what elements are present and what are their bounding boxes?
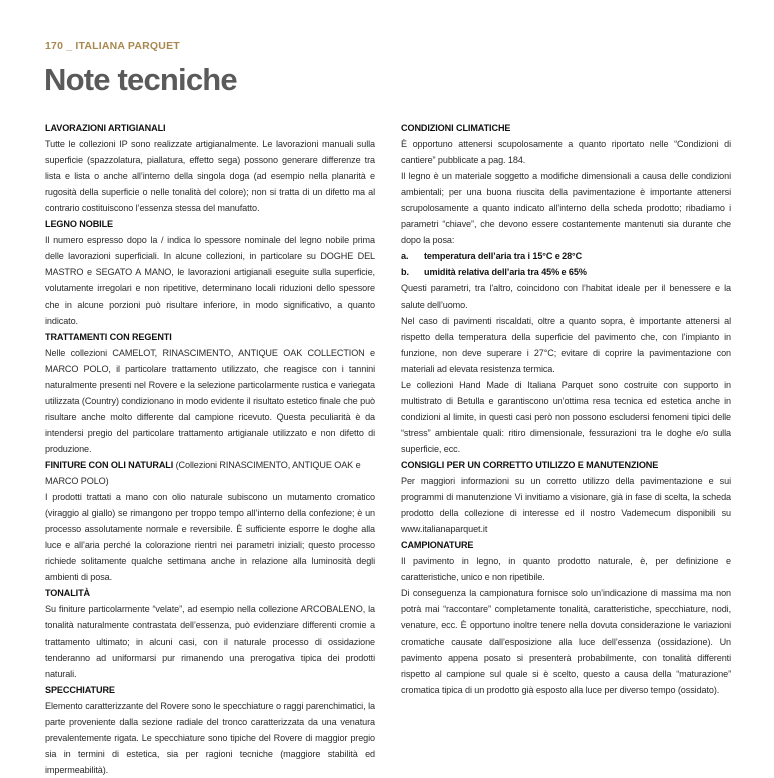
list-text: umidità relativa dell’aria tra 45% e 65% <box>424 267 587 278</box>
list-item-humidity <box>401 264 731 280</box>
section-paragraph: I prodotti trattati a mano con olio naturale subiscono un mutamento cromatico (viraggio al giallo) se rimangono per troppo tempo all’interno della confezione; è un processo assolutamente normale e reversibile. È sufficiente esporre le doghe alla luce e all’aria perché la colorazione rientri nei parametri iniziali; questo processo richiede solitamente qualche settimana anche in relazione alla luminosità degli ambienti di posa. <box>45 492 375 583</box>
section-legno-nobile <box>45 216 375 328</box>
section-title-note: (Collezioni RINASCIMENTO, ANTIQUE OAK e MARCO POLO) <box>45 459 361 487</box>
section-paragraph: Nelle collezioni CAMELOT, RINASCIMENTO, ANTIQUE OAK COLLECTION e MARCO POLO, il particolare trattamento utilizzato, che reagisce con i tannini naturalmente presenti nel Rovere e la selezione particolarmente rustica e variegata utilizzata (Country) condizionano in modo evidente il risultato estetico finale che può risultare anche molto differente dal campione ricevuto. Questa peculiarità è da intendersi pregio del particolare trattamento artigianale utilizzato e non difetto di produzione. <box>45 347 375 454</box>
section-paragraph: Il pavimento in legno, in quanto prodotto naturale, è, per definizione e caratteristiche, unico e non ripetibile. <box>401 556 731 583</box>
section-paragraph: Il legno è un materiale soggetto a modifiche dimensionali a causa delle condizioni ambientali; per una buona riuscita della pavimentazione è importante attenersi scrupolosamente a quanto indicato all’interno della scheda prodotto; ribadiamo i parametri “chiave”, che devono essere costantemente mantenuti sia durante che dopo la posa: <box>401 171 731 246</box>
section-tonalita <box>45 585 375 681</box>
section-finiture-oli-naturali <box>45 457 375 585</box>
section-title: CONDIZIONI CLIMATICHE <box>401 123 511 133</box>
section-paragraph: Il numero espresso dopo la / indica lo spessore nominale del legno nobile prima delle lavorazioni superficiali. In alcune collezioni, in particolare su DOGHE DEL MASTRO e SEGATO A MANO, le lavorazioni artigianali eseguite sulla superficie, volutamente irregolari e non ripetitive, determinano locali riduzioni dello spessore che in alcune porzioni può risultare inferiore, in modo significativo, a quanto indicato. <box>45 235 375 326</box>
section-paragraph: È opportuno attenersi scupolosamente a quanto riportato nelle “Condizioni di cantiere” pubblicate a pag. 184. <box>401 139 731 166</box>
section-paragraph: Elemento caratterizzante del Rovere sono le specchiature o raggi parenchimatici, la parte proveniente dalla sezione radiale del tronco caratterizzata da una venatura prevalentemente rigata. Le specchiature sono tipiche del Rovere di maggior pregio sia in termini di estetica, sia per ragioni tecniche (maggiore stabilità ed impermeabilità). <box>45 700 375 775</box>
section-title: TONALITÀ <box>45 588 91 599</box>
section-paragraph: Per maggiori informazioni su un corretto utilizzo della pavimentazione e sui programmi di manutenzione Vi invitiamo a visionare, già in fase di scelta, la scheda prodotto della collezione di interesse ed il nostro Vademecum disponibili su www.italianaparquet.it <box>401 476 731 535</box>
section-title: CONSIGLI PER UN CORRETTO UTILIZZO E MANUTENZIONE <box>401 459 659 470</box>
page-header: 170 _ ITALIANA PARQUET <box>45 40 180 52</box>
section-paragraph: Nel caso di pavimenti riscaldati, oltre a quanto sopra, è importante attenersi al rispetto della temperatura della superficie del pavimento che, con l’impianto in funzione, non deve superare i 27°C; evitare di coprire la pavimentazione con materiali ad elevata resistenza termica. <box>401 315 731 374</box>
section-title: TRATTAMENTI CON REGENTI <box>45 331 172 342</box>
list-letter: a. <box>401 251 409 262</box>
section-paragraph: Questi parametri, tra l’altro, coincidono con l’habitat ideale per il benessere e la salute dell’uomo. <box>401 283 731 310</box>
section-specchiature <box>45 682 375 778</box>
section-campionature <box>401 537 731 697</box>
section-paragraph: Le collezioni Hand Made di Italiana Parquet sono costruite con supporto in multistrato di Betulla e garantiscono un’ottima resa tecnica ed estetica anche in condizioni al limite, in questi casi però non possono escludersi fenomeni tipici delle “stress” ambientale quali: ritiro dimensionale, fessurazioni tra le doghe e/o sulla superficie, ecc. <box>401 379 731 454</box>
section-lavorazioni-artigianali <box>45 120 375 216</box>
list-text: temperatura dell’aria tra i 15°C e 28°C <box>424 251 583 262</box>
section-title: LAVORAZIONI ARTIGIANALI <box>45 123 166 133</box>
section-paragraph: Su finiture particolarmente “velate”, ad esempio nella collezione ARCOBALENO, la tonalità naturalmente contrastata dell’essenza, può evidenziare differenti cromie a trattamento ultimato; in alcuni casi, con il naturale processo di ossidazione tenderanno ad uniformarsi pur rimanendo una prerogativa tipica dei prodotti naturali. <box>45 604 375 679</box>
page-title: Note tecniche <box>44 62 237 97</box>
section-title: LEGNO NOBILE <box>45 219 114 230</box>
section-title: CAMPIONATURE <box>401 540 474 551</box>
section-paragraph: Tutte le collezioni IP sono realizzate artigianalmente. Le lavorazioni manuali sulla superficie (spazzolatura, piallatura, effetto sega) possono generare differenze tra lista e lista o anche all’interno della singola doga (ad esempio nella planarità e rugosità della superficie o nelle tonalità del colore); non si tratta di un difetto ma al contrario costituiscono l’essenza stessa del manufatto. <box>45 139 375 214</box>
section-trattamenti-con-regenti <box>45 329 375 457</box>
list-item-temperature <box>401 248 731 264</box>
right-column <box>401 120 731 698</box>
section-title: SPECCHIATURE <box>45 684 115 695</box>
section-title <box>45 457 375 489</box>
left-column <box>45 120 375 778</box>
section-condizioni-climatiche <box>401 120 731 457</box>
section-paragraph: Di conseguenza la campionatura fornisce solo un’indicazione di massima ma non potrà mai “raccontare” completamente tonalità, caratteristiche, specchiature, nodi, venature, ecc. È opportuno inoltre tenere nella dovuta considerazione le variazioni cromatiche causate dall’esposizione alla luce dell’essenza (ossidazione). Un pavimento appena posato si presenterà probabilmente, con tonalità differenti rispetto al campione sul quale si è scelto, questo a causa della “maturazione” cromatica tipica di un prodotto già esposto alla luce per diverso tempo (ossidato). <box>401 588 731 695</box>
section-title-main: FINITURE CON OLI NATURALI <box>45 459 174 470</box>
section-consigli-manutenzione <box>401 457 731 537</box>
list-letter: b. <box>401 267 409 278</box>
